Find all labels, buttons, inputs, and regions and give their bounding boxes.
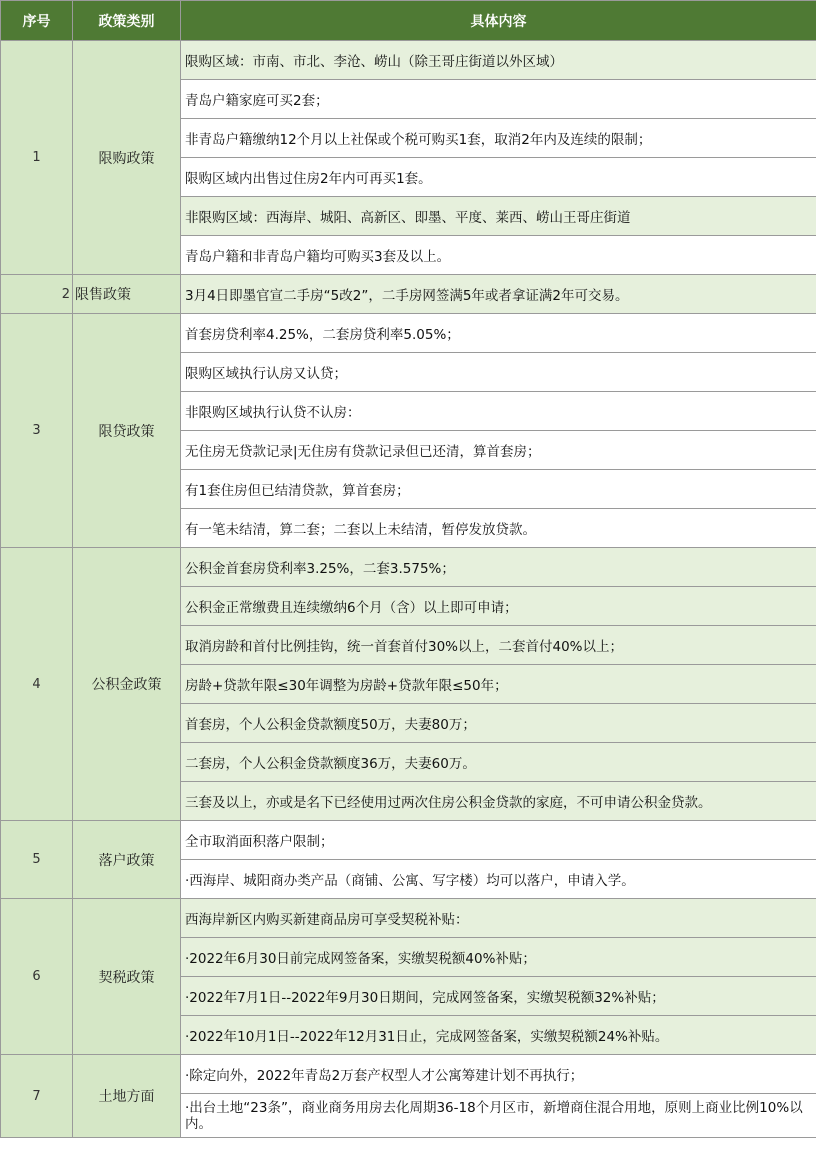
content-cell: 3月4日即墨官宣二手房“5改2”，二手房网签满5年或者拿证满2年可交易。 [181, 275, 816, 314]
section-number: 4 [1, 548, 73, 821]
content-cell: 取消房龄和首付比例挂钩，统一首套首付30%以上，二套首付40%以上； [181, 626, 816, 665]
content-cell: ·西海岸、城阳商办类产品（商铺、公寓、写字楼）均可以落户，申请入学。 [181, 860, 816, 899]
content-cell: 青岛户籍和非青岛户籍均可购买3套及以上。 [181, 236, 816, 275]
content-cell: ·2022年6月30日前完成网签备案，实缴契税额40%补贴； [181, 938, 816, 977]
table-row [1, 314, 816, 353]
content-cell: 青岛户籍家庭可买2套； [181, 80, 816, 119]
section-category: 限售政策 [73, 275, 181, 314]
header-no: 序号 [1, 1, 73, 41]
content-cell: 非青岛户籍缴纳12个月以上社保或个税可购买1套，取消2年内及连续的限制； [181, 119, 816, 158]
section-number: 3 [1, 314, 73, 548]
content-cell: 公积金正常缴费且连续缴纳6个月（含）以上即可申请； [181, 587, 816, 626]
content-cell: 限购区域执行认房又认贷； [181, 353, 816, 392]
content-cell: 公积金首套房贷利率3.25%，二套3.575%； [181, 548, 816, 587]
content-cell: 首套房，个人公积金贷款额度50万，夫妻80万； [181, 704, 816, 743]
section-category: 限贷政策 [73, 314, 181, 548]
table-row [1, 41, 816, 80]
content-cell: 非限购区域执行认贷不认房： [181, 392, 816, 431]
content-cell: 有一笔未结清，算二套；二套以上未结清，暂停发放贷款。 [181, 509, 816, 548]
content-cell: ·2022年10月1日--2022年12月31日止，完成网签备案，实缴契税额24%补贴。 [181, 1016, 816, 1055]
content-cell: 有1套住房但已结清贷款，算首套房； [181, 470, 816, 509]
section-category: 限购政策 [73, 41, 181, 275]
section-number: 7 [1, 1055, 73, 1138]
section-number: 2 [1, 275, 73, 314]
content-cell: ·2022年7月1日--2022年9月30日期间，完成网签备案，实缴契税额32%补贴； [181, 977, 816, 1016]
section-number: 1 [1, 41, 73, 275]
content-cell: 非限购区域：西海岸、城阳、高新区、即墨、平度、莱西、崂山王哥庄街道 [181, 197, 816, 236]
content-cell: 全市取消面积落户限制； [181, 821, 816, 860]
section-number: 5 [1, 821, 73, 899]
section-category: 契税政策 [73, 899, 181, 1055]
content-cell: 房龄+贷款年限≤30年调整为房龄+贷款年限≤50年； [181, 665, 816, 704]
content-cell: 无住房无贷款记录|无住房有贷款记录但已还清，算首套房； [181, 431, 816, 470]
section-category: 公积金政策 [73, 548, 181, 821]
section-number: 6 [1, 899, 73, 1055]
header-category: 政策类别 [73, 1, 181, 41]
section-category: 落户政策 [73, 821, 181, 899]
table-row [1, 1055, 816, 1094]
content-cell: 三套及以上，亦或是名下已经使用过两次住房公积金贷款的家庭，不可申请公积金贷款。 [181, 782, 816, 821]
table-row [1, 821, 816, 860]
content-cell: 限购区域：市南、市北、李沧、崂山（除王哥庄街道以外区域） [181, 41, 816, 80]
content-cell: 首套房贷利率4.25%，二套房贷利率5.05%； [181, 314, 816, 353]
content-cell: 限购区域内出售过住房2年内可再买1套。 [181, 158, 816, 197]
content-cell: ·除定向外，2022年青岛2万套产权型人才公寓筹建计划不再执行； [181, 1055, 816, 1094]
section-category: 土地方面 [73, 1055, 181, 1138]
content-cell: ·出台土地“23条”，商业商务用房去化周期36-18个月区市，新增商住混合用地，原则上商业比例10%以内。 [181, 1094, 816, 1138]
header-row [1, 1, 816, 41]
table-row [1, 275, 816, 314]
content-cell: 二套房，个人公积金贷款额度36万，夫妻60万。 [181, 743, 816, 782]
table-row [1, 899, 816, 938]
table-row [1, 548, 816, 587]
header-content: 具体内容 [181, 1, 816, 41]
content-cell: 西海岸新区内购买新建商品房可享受契税补贴： [181, 899, 816, 938]
